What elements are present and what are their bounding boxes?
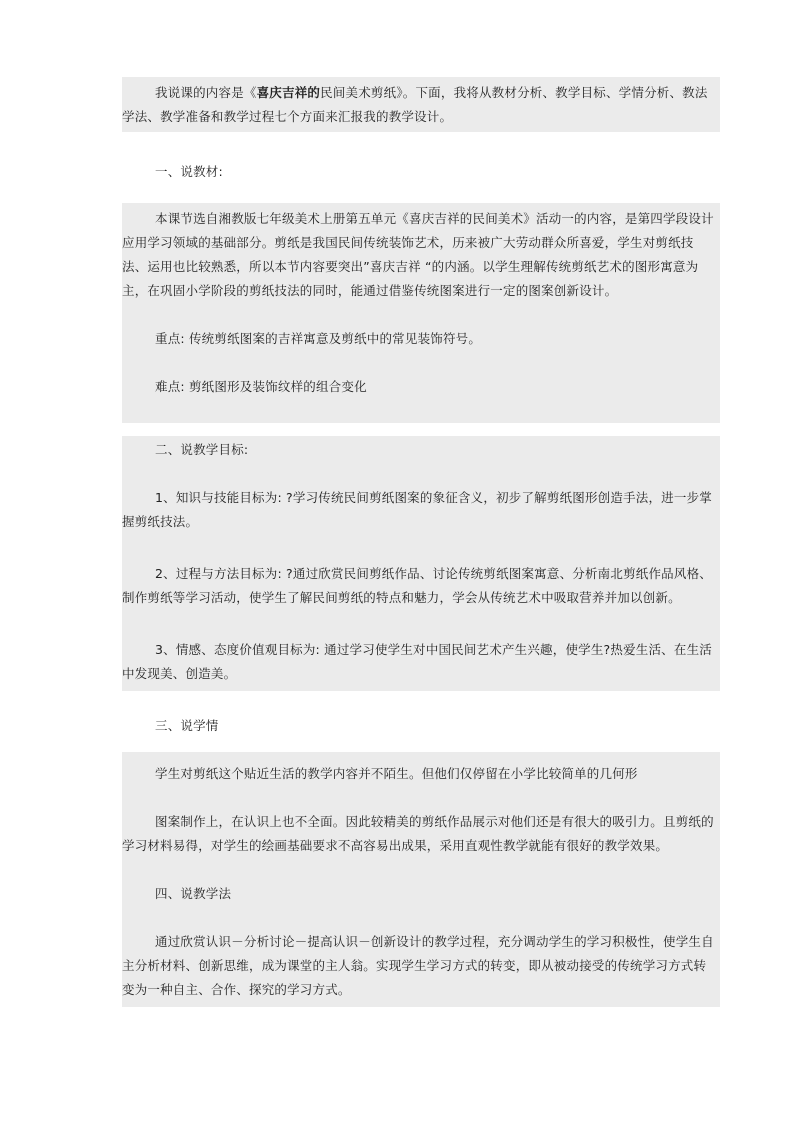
section-3-block bbox=[122, 752, 720, 1007]
goal-3: 3、情感、态度价值观目标为: 通过学习使学生对中国民间艺术产生兴趣，使学生?热爱生活、在生活中发现美、创造美。 bbox=[122, 642, 712, 681]
intro-bold-title: 喜庆吉祥的 bbox=[256, 85, 321, 100]
section-1-paragraph: 本课节选自湘教版七年级美术上册第五单元《喜庆吉祥的民间美术》活动一的内容，是第四学段设计应用学习领域的基础部分。剪纸是我国民间传统装饰艺术，历来被广大劳动群众所喜爱，学生对剪纸技法、运用也比较熟悉，所以本节内容要突出”喜庆吉祥 “的内涵。以学生理解传统剪纸艺术的图形寓意为主，在巩固小学阶段的剪纸技法的同时，能通过借鉴传统图案进行一定的图案创新设计。 bbox=[122, 211, 714, 298]
section-1-block bbox=[122, 203, 720, 423]
section-3-paragraph-2: 图案制作上，在认识上也不全面。因此较精美的剪纸作品展示对他们还是有很大的吸引力。且剪纸的学习材料易得，对学生的绘画基础要求不高容易出成果，采用直观性教学就能有很好的教学效果。 bbox=[122, 814, 714, 853]
intro-block bbox=[122, 77, 720, 132]
difficult-point: 难点: 剪纸图形及装饰纹样的组合变化 bbox=[155, 379, 367, 394]
goal-1: 1、知识与技能目标为: ?学习传统民间剪纸图案的象征含义，初步了解剪纸图形创造手法，进一步掌握剪纸技法。 bbox=[122, 490, 712, 529]
key-point: 重点: 传统剪纸图案的吉祥寓意及剪纸中的常见装饰符号。 bbox=[155, 331, 482, 346]
section-4-heading: 四、说教学法 bbox=[155, 886, 232, 901]
section-3-heading: 三、说学情 bbox=[155, 718, 219, 733]
section-1-heading: 一、说教材: bbox=[155, 164, 223, 179]
section-1-heading-block bbox=[122, 160, 720, 184]
intro-paragraph: 我说课的内容是《喜庆吉祥的民间美术剪纸》。下面，我将从教材分析、教学目标、学情分析、教法学法、教学准备和教学过程七个方面来汇报我的教学设计。 bbox=[122, 85, 708, 124]
goal-2: 2、过程与方法目标为: ?通过欣赏民间剪纸作品、讨论传统剪纸图案寓意、分析南北剪纸作品风格、制作剪纸等学习活动，使学生了解民间剪纸的特点和魅力，学会从传统艺术中吸取营养并加以创新。 bbox=[122, 566, 712, 605]
section-4-paragraph: 通过欣赏认识－分析讨论－提高认识－创新设计的教学过程，充分调动学生的学习积极性，使学生自主分析材料、创新思维，成为课堂的主人翁。实现学生学习方式的转变，即从被动接受的传统学习方式转变为一种自主、合作、探究的学习方式。 bbox=[122, 934, 714, 997]
section-3-heading-block bbox=[122, 714, 720, 738]
section-2-goals-2-3 bbox=[122, 562, 720, 686]
section-2-heading: 二、说教学目标: bbox=[155, 442, 249, 457]
section-3-paragraph-1: 学生对剪纸这个贴近生活的教学内容并不陌生。但他们仅停留在小学比较简单的几何形 bbox=[155, 766, 638, 781]
